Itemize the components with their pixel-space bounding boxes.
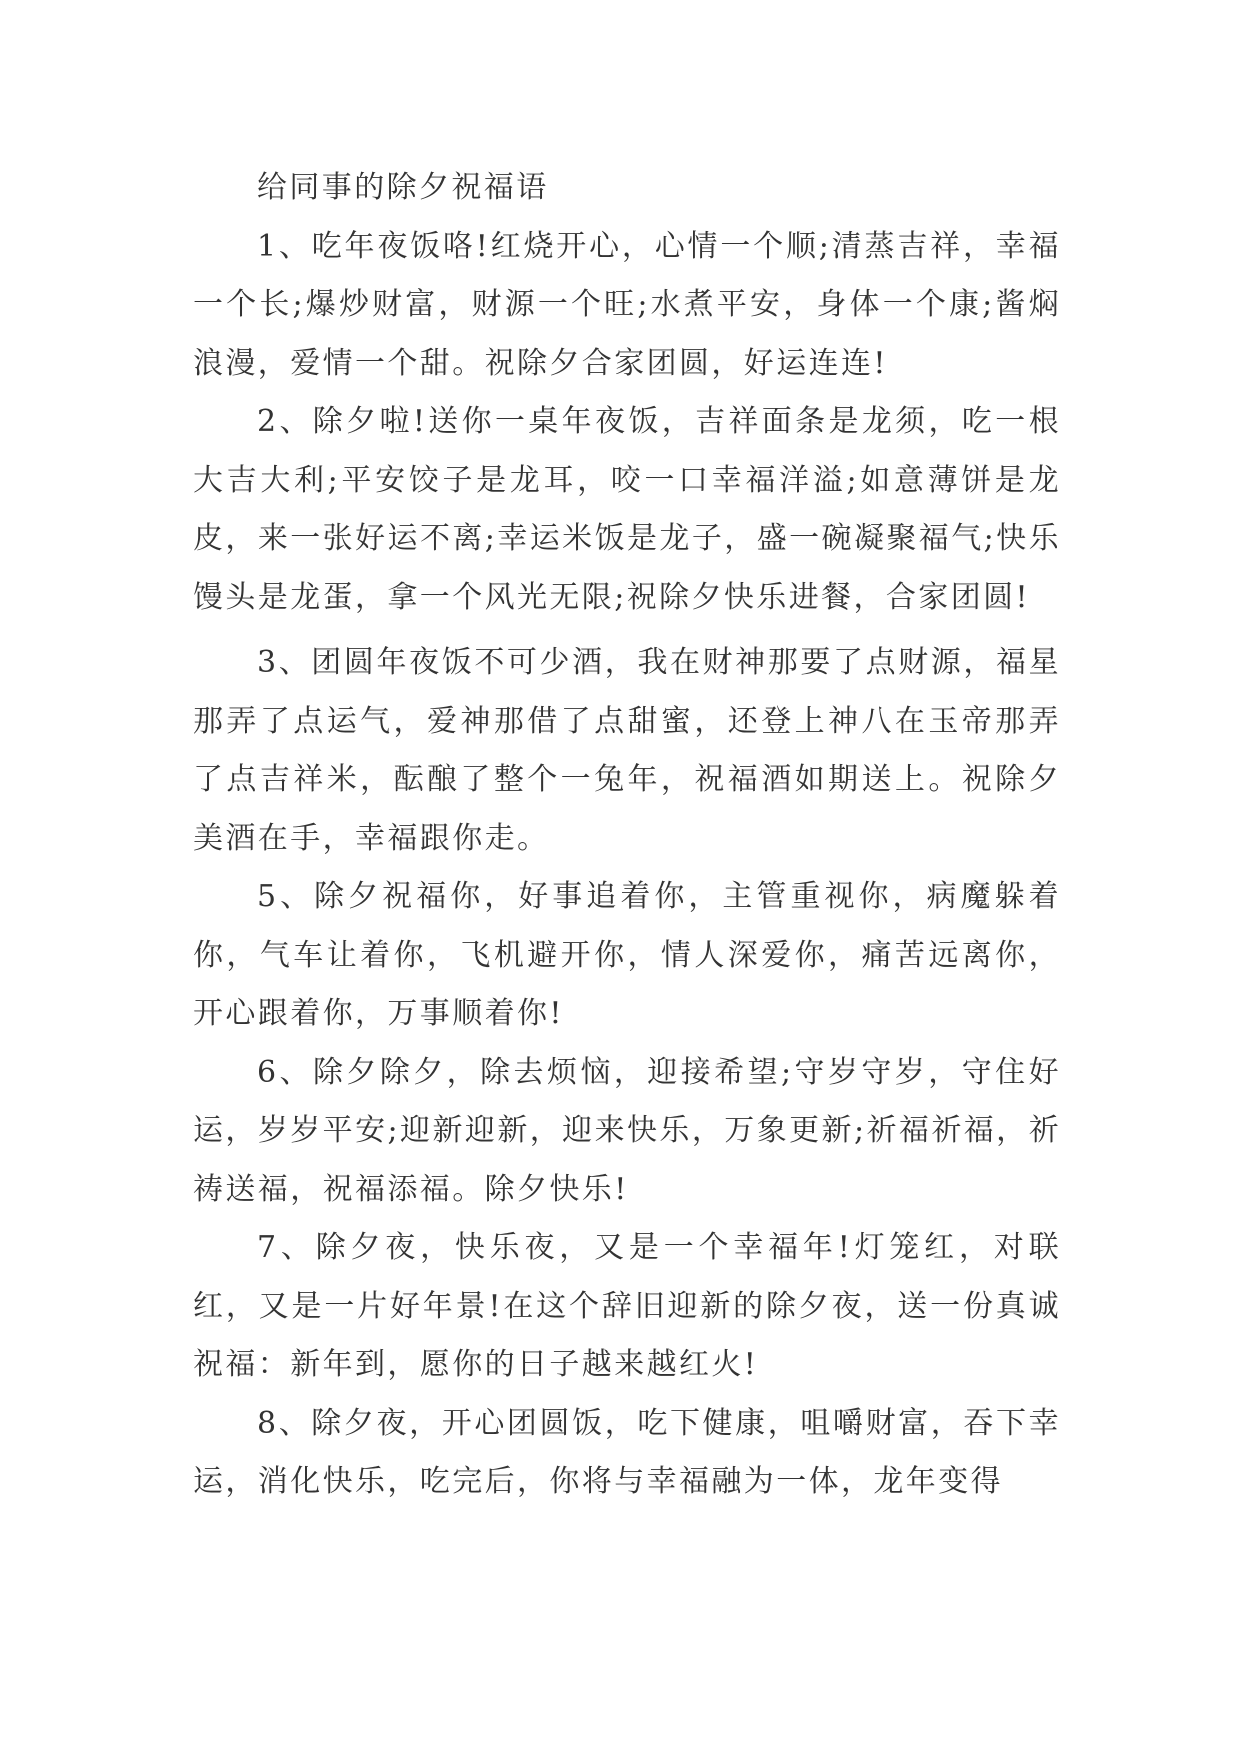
paragraph-6: 6、除夕除夕，除去烦恼，迎接希望;守岁守岁，守住好运，岁岁平安;迎新迎新，迎来快乐，万象更新;祈福祈福，祈祷送福，祝福添福。除夕快乐! xyxy=(193,1054,1061,1207)
paragraph-3: 3、团圆年夜饭不可少酒，我在财神那要了点财源，福星那弄了点运气，爱神那借了点甜蜜，还登上神八在玉帝那弄了点吉祥米，酝酿了整个一兔年，祝福酒如期送上。祝除夕美酒在手，幸福跟你走。 xyxy=(193,645,1061,856)
paragraph-5: 5、除夕祝福你，好事追着你，主管重视你，病魔躲着你，气车让着你，飞机避开你，情人深爱你，痛苦远离你，开心跟着你，万事顺着你! xyxy=(193,879,1061,1031)
paragraph-8: 8、除夕夜，开心团圆饭，吃下健康，咀嚼财富，吞下幸运，消化快乐，吃完后，你将与幸福融为一体，龙年变得 xyxy=(193,1405,1061,1499)
paragraph-1: 1、吃年夜饭咯!红烧开心，心情一个顺;清蒸吉祥，幸福一个长;爆炒财富，财源一个旺;水煮平安，身体一个康;酱焖浪漫，爱情一个甜。祝除夕合家团圆，好运连连! xyxy=(193,228,1061,381)
document-body xyxy=(193,159,1061,1512)
paragraph-2: 2、除夕啦!送你一桌年夜饭，吉祥面条是龙须，吃一根大吉大利;平安饺子是龙耳，咬一口幸福洋溢;如意薄饼是龙皮，来一张好运不离;幸运米饭是龙子，盛一碗凝聚福气;快乐馒头是龙蛋，拿一个风光无限;祝除夕快乐进餐，合家团圆! xyxy=(193,404,1061,615)
paragraph-7: 7、除夕夜，快乐夜，又是一个幸福年!灯笼红，对联红，又是一片好年景!在这个辞旧迎新的除夕夜，送一份真诚祝福：新年到，愿你的日子越来越红火! xyxy=(193,1230,1061,1382)
document-title: 给同事的除夕祝福语 xyxy=(257,170,549,205)
